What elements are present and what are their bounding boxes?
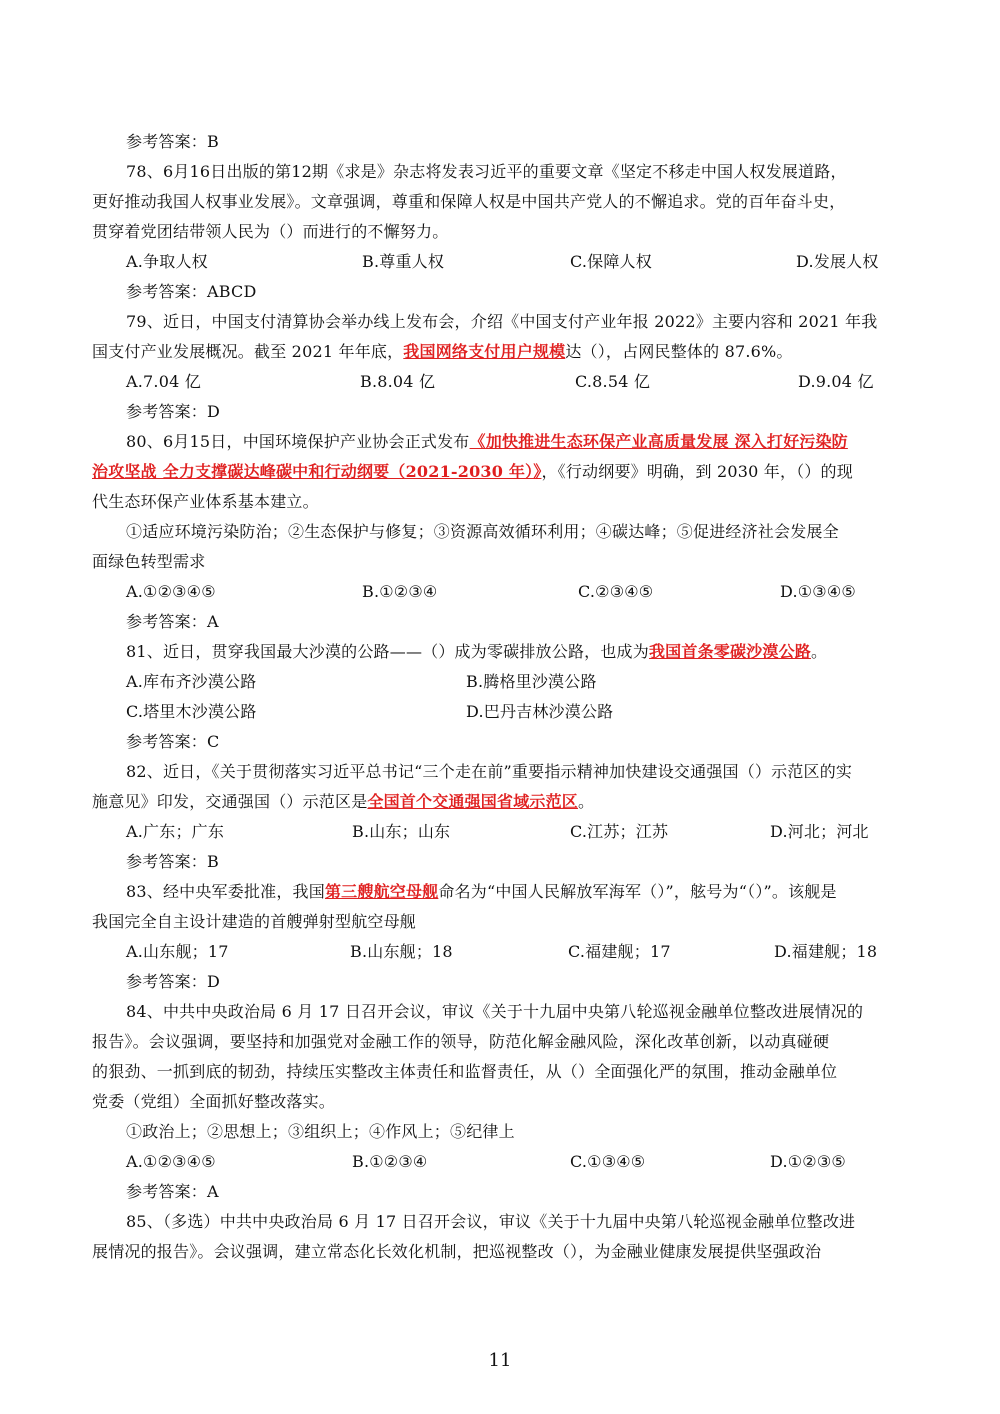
question-79 <box>92 307 910 427</box>
question-text: 贯穿着党团结带领人民为（）而进行的不懈努力。 <box>92 222 449 241</box>
question-text: 面绿色转型需求 <box>92 552 206 571</box>
option-a: A.广东；广东 <box>126 822 225 841</box>
options-row <box>92 667 910 697</box>
option-c: C.江苏；江苏 <box>570 822 669 841</box>
option-b: B.山东舰；18 <box>350 942 453 961</box>
question-text: 83、经中央军委批准，我国第三艘航空母舰命名为“中国人民解放军海军（）”，舷号为“（）”。该舰是 <box>126 882 837 901</box>
answer-line: 参考答案：A <box>126 612 219 631</box>
question-text: 国支付产业发展概况。截至 2021 年年底，我国网络支付用户规模达（），占网民整体的 87.6%。 <box>92 342 793 361</box>
highlight-text: 《加快推进生态环保产业高质量发展 深入打好污染防 <box>469 432 848 451</box>
option-a: A.7.04 亿 <box>126 372 201 391</box>
options-row <box>92 577 910 607</box>
highlight-text: 全国首个交通强国省域示范区 <box>367 792 579 811</box>
options-row <box>92 1147 910 1177</box>
options-row <box>92 817 910 847</box>
option-a: A.争取人权 <box>126 252 208 271</box>
option-a: A.①②③④⑤ <box>126 582 216 601</box>
option-b: B.尊重人权 <box>362 252 445 271</box>
option-d: D.河北；河北 <box>770 822 869 841</box>
question-text: 代生态环保产业体系基本建立。 <box>92 492 319 511</box>
answer-line: 参考答案：D <box>126 402 221 421</box>
options-row <box>92 697 910 727</box>
option-d: D.巴丹吉林沙漠公路 <box>466 702 614 721</box>
highlight-text: 我国首条零碳沙漠公路 <box>648 642 811 661</box>
option-b: B.腾格里沙漠公路 <box>466 672 597 691</box>
option-d: D.发展人权 <box>796 252 879 271</box>
option-d: D.福建舰；18 <box>774 942 878 961</box>
question-text: 的狠劲、一抓到底的韧劲，持续压实整改主体责任和监督责任，从（）全面强化严的氛围，推动金融单位 <box>92 1062 838 1081</box>
option-d: D.①③④⑤ <box>780 582 856 601</box>
highlight-text: 治攻坚战 全力支撑碳达峰碳中和行动纲要（2021-2030 年）》 <box>92 462 542 481</box>
option-a: A.①②③④⑤ <box>126 1152 216 1171</box>
page-number: 11 <box>488 1350 512 1371</box>
option-b: B.8.04 亿 <box>360 372 436 391</box>
option-d: D.9.04 亿 <box>798 372 874 391</box>
question-84 <box>92 997 910 1207</box>
option-a: A.山东舰；17 <box>126 942 229 961</box>
option-c: C.①③④⑤ <box>570 1152 646 1171</box>
question-83 <box>92 877 910 997</box>
question-text: 81、近日，贯穿我国最大沙漠的公路——（）成为零碳排放公路，也成为我国首条零碳沙漠公路。 <box>126 642 828 661</box>
answer-line: 参考答案：D <box>126 972 221 991</box>
options-row <box>92 247 910 277</box>
answer-line: 参考答案：C <box>126 732 220 751</box>
option-b: B.①②③④ <box>352 1152 428 1171</box>
question-list <box>92 127 910 1267</box>
question-text: 展情况的报告》。会议强调，建立常态化长效化机制，把巡视整改（），为金融业健康发展提供坚强政治 <box>92 1242 822 1261</box>
question-text: 治攻坚战 全力支撑碳达峰碳中和行动纲要（2021-2030 年）》，《行动纲要》明确，到 2030 年，（）的现 <box>92 462 853 481</box>
question-text: 党委（党组）全面抓好整改落实。 <box>92 1092 336 1111</box>
question-text: 80、6月15日，中国环境保护产业协会正式发布《加快推进生态环保产业高质量发展 深入打好污染防 <box>126 432 848 451</box>
answer-line: 参考答案：A <box>126 1182 219 1201</box>
question-text: 更好推动我国人权事业发展》。文章强调，尊重和保障人权是中国共产党人的不懈追求。党的百年奋斗史， <box>92 192 846 211</box>
question-text: 施意见》印发，交通强国（）示范区是全国首个交通强国省域示范区。 <box>92 792 595 811</box>
question-text: 84、中共中央政治局 6 月 17 日召开会议，审议《关于十九届中央第八轮巡视金融单位整改进展情况的 <box>126 1002 864 1021</box>
option-b: B.①②③④ <box>362 582 438 601</box>
options-row <box>92 367 910 397</box>
option-c: C.保障人权 <box>570 252 652 271</box>
question-81 <box>92 637 910 757</box>
option-c: C.福建舰；17 <box>568 942 671 961</box>
answer-line: 参考答案：B <box>126 132 219 151</box>
question-80 <box>92 427 910 637</box>
question-85 <box>92 1207 910 1267</box>
option-c: C.塔里木沙漠公路 <box>126 702 257 721</box>
highlight-text: 第三艘航空母舰 <box>324 882 439 901</box>
question-text: 我国完全自主设计建造的首艘弹射型航空母舰 <box>92 912 417 931</box>
option-d: D.①②③⑤ <box>770 1152 846 1171</box>
answer-line: 参考答案：ABCD <box>126 282 257 301</box>
question-text: ①适应环境污染防治；②生态保护与修复；③资源高效循环利用；④碳达峰；⑤促进经济社会发展全 <box>126 522 839 541</box>
question-text: 报告》。会议强调，要坚持和加强党对金融工作的领导，防范化解金融风险，深化改革创新，以动真碰硬 <box>92 1032 830 1051</box>
question-text: ①政治上；②思想上；③组织上；④作风上；⑤纪律上 <box>126 1122 515 1141</box>
question-text: 78、6月16日出版的第12期《求是》杂志将发表习近平的重要文章《坚定不移走中国人权发展道路， <box>126 162 847 181</box>
option-c: C.②③④⑤ <box>578 582 654 601</box>
question-text: 79、近日，中国支付清算协会举办线上发布会，介绍《中国支付产业年报 2022》主要内容和 2021 年我 <box>126 312 878 331</box>
question-text: 85、（多选）中共中央政治局 6 月 17 日召开会议，审议《关于十九届中央第八轮巡视金融单位整改进 <box>126 1212 856 1231</box>
highlight-text: 我国网络支付用户规模 <box>403 342 566 361</box>
question-78 <box>92 157 910 307</box>
question-text: 82、近日，《关于贯彻落实习近平总书记“三个走在前”重要指示精神加快建设交通强国（）示范区的实 <box>126 762 853 781</box>
answer-line: 参考答案：B <box>126 852 219 871</box>
question-82 <box>92 757 910 877</box>
option-c: C.8.54 亿 <box>575 372 651 391</box>
option-a: A.库布齐沙漠公路 <box>126 672 257 691</box>
options-row <box>92 937 910 967</box>
option-b: B.山东；山东 <box>352 822 451 841</box>
